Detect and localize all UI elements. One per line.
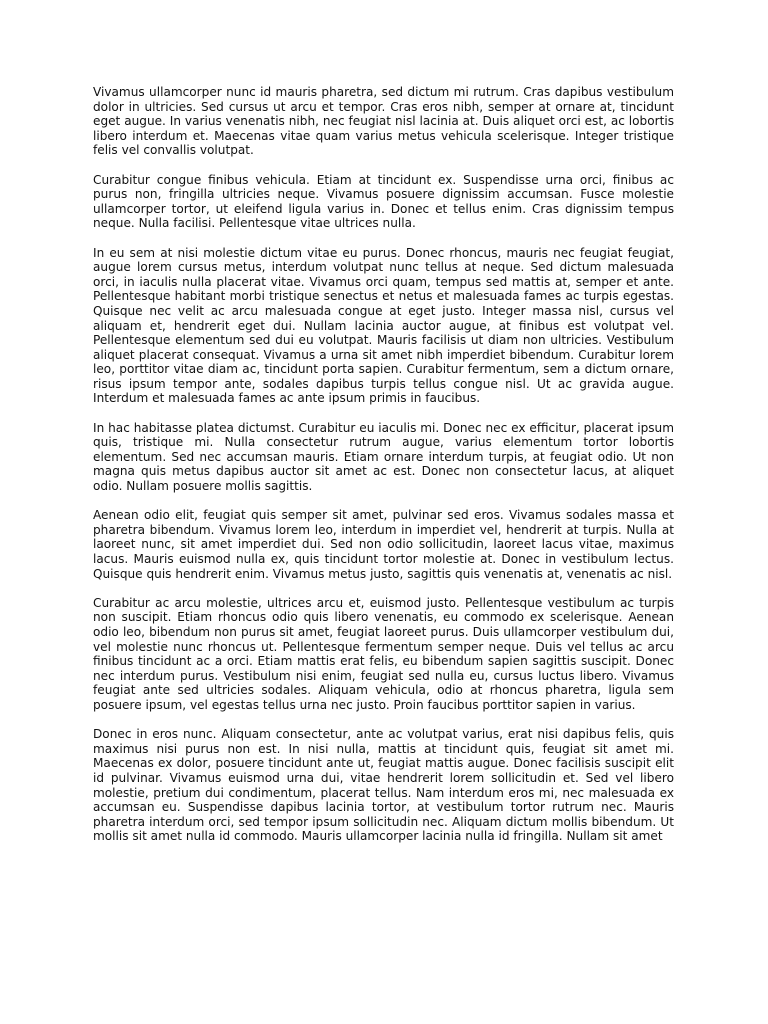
paragraph-1: Vivamus ullamcorper nunc id mauris pharetra, sed dictum mi rutrum. Cras dapibus vestibulum dolor in ultricies. Sed cursus ut arcu et tempor. Cras eros nibh, semper at ornare at, tincidunt eget augue. In varius venenatis nibh, nec feugiat nisl lacinia at. Duis aliquet orci est, ac lobortis libero interdum et. Maecenas vitae quam varius metus vehicula scelerisque. Integer tristique felis vel convallis volutpat. xyxy=(93,85,674,158)
paragraph-5: Aenean odio elit, feugiat quis semper sit amet, pulvinar sed eros. Vivamus sodales massa et pharetra bibendum. Vivamus lorem leo, interdum in imperdiet vel, hendrerit at turpis. Nulla at laoreet nunc, sit amet imperdiet dui. Sed non odio sollicitudin, laoreet lacus vitae, maximus lacus. Mauris euismod nulla ex, quis tincidunt tortor molestie at. Donec in vestibulum lectus. Quisque quis hendrerit enim. Vivamus metus justo, sagittis quis venenatis at, venenatis ac nisl. xyxy=(93,508,674,581)
paragraph-3: In eu sem at nisi molestie dictum vitae eu purus. Donec rhoncus, mauris nec feugiat feugiat, augue lorem cursus metus, interdum volutpat nunc tellus at neque. Sed dictum malesuada orci, in iaculis nulla placerat vitae. Vivamus orci quam, tempus sed mattis at, semper et ante. Pellentesque habitant morbi tristique senectus et netus et malesuada fames ac turpis egestas. Quisque nec velit ac arcu malesuada congue at eget justo. Integer massa nisl, cursus vel aliquam et, hendrerit eget dui. Nullam lacinia auctor augue, at finibus est volutpat vel. Pellentesque elementum sed dui eu volutpat. Mauris facilisis ut diam non ultricies. Vestibulum aliquet placerat consequat. Vivamus a urna sit amet nibh imperdiet bibendum. Curabitur lorem leo, porttitor vitae diam ac, tincidunt porta sapien. Curabitur fermentum, sem a dictum ornare, risus ipsum tempor ante, sodales dapibus turpis tellus congue nisl. Ut ac gravida augue. Interdum et malesuada fames ac ante ipsum primis in faucibus. xyxy=(93,245,674,406)
paragraph-6: Curabitur ac arcu molestie, ultrices arcu et, euismod justo. Pellentesque vestibulum ac turpis non suscipit. Etiam rhoncus odio quis libero venenatis, eu commodo ex scelerisque. Aenean odio leo, bibendum non purus sit amet, feugiat laoreet purus. Duis ullamcorper vestibulum dui, vel molestie nunc rhoncus ut. Pellentesque fermentum semper neque. Duis vel tellus ac arcu finibus tincidunt ac a orci. Etiam mattis erat felis, eu bibendum sapien sagittis suscipit. Donec nec interdum purus. Vestibulum nisi enim, feugiat sed nulla eu, cursus luctus libero. Vivamus feugiat ante sed ultricies sodales. Aliquam vehicula, odio at rhoncus pharetra, ligula sem posuere ipsum, vel egestas tellus urna nec justo. Proin faucibus porttitor sapien in varius. xyxy=(93,595,674,712)
document-body xyxy=(93,85,674,916)
paragraph-7: Donec in eros nunc. Aliquam consectetur, ante ac volutpat varius, erat nisi dapibus felis, quis maximus nisi purus non est. In nisi nulla, mattis at tincidunt quis, feugiat sit amet mi. Maecenas ex dolor, posuere tincidunt ante ut, feugiat mattis augue. Donec facilisis suscipit elit id pulvinar. Vivamus euismod urna dui, vitae hendrerit lorem sollicitudin et. Sed vel libero molestie, pretium dui condimentum, placerat tellus. Nam interdum eros mi, nec malesuada ex accumsan eu. Suspendisse dapibus lacinia tortor, at vestibulum tortor rutrum nec. Mauris pharetra interdum orci, sed tempor ipsum sollicitudin nec. Aliquam dictum mollis bibendum. Ut mollis sit amet nulla id commodo. Mauris ullamcorper lacinia nulla id fringilla. Nullam sit amet xyxy=(93,727,674,844)
paragraph-2: Curabitur congue finibus vehicula. Etiam at tincidunt ex. Suspendisse urna orci, finibus ac purus non, fringilla ultricies neque. Vivamus posuere dignissim accumsan. Fusce molestie ullamcorper tortor, ut eleifend ligula varius in. Donec et tellus enim. Cras dignissim tempus neque. Nulla facilisi. Pellentesque vitae ultrices nulla. xyxy=(93,172,674,231)
paragraph-4: In hac habitasse platea dictumst. Curabitur eu iaculis mi. Donec nec ex efficitur, placerat ipsum quis, tristique mi. Nulla consectetur rutrum augue, varius elementum tortor lobortis elementum. Sed nec accumsan mauris. Etiam ornare interdum turpis, at feugiat odio. Ut non magna quis metus dapibus auctor sit amet ac est. Donec non consectetur lacus, at aliquet odio. Nullam posuere mollis sagittis. xyxy=(93,420,674,494)
